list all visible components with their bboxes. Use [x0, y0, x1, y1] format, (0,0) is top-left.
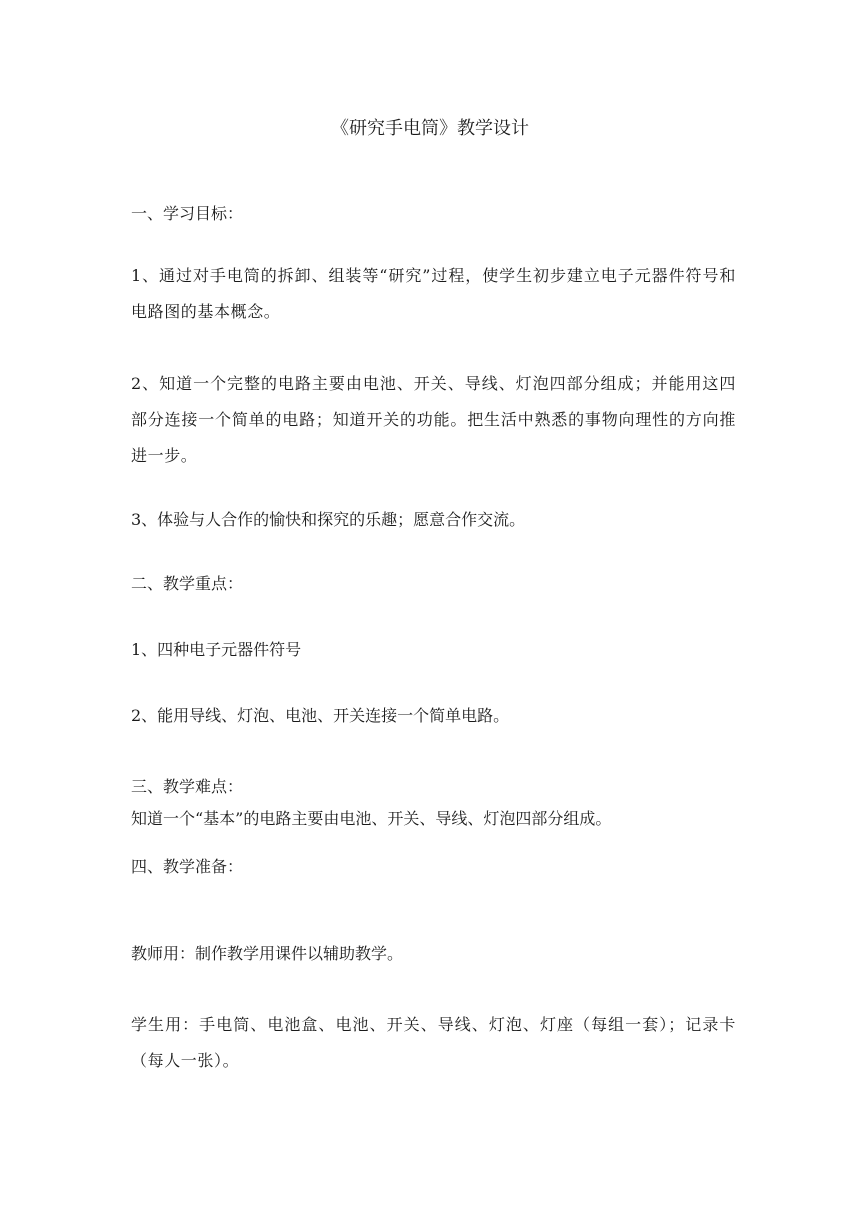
section-heading-objectives: 一、学习目标：	[131, 204, 244, 223]
key-point-item-2: 2、能用导线、灯泡、电池、开关连接一个简单电路。	[131, 706, 510, 725]
section-heading-key-points: 二、教学重点：	[131, 574, 244, 593]
teacher-preparation: 教师用：制作教学用课件以辅助教学。	[131, 944, 404, 963]
document-title: 《研究手电筒》教学设计	[331, 118, 529, 139]
difficulty-text: 知道一个“基本”的电路主要由电池、开关、导线、灯泡四部分组成。	[131, 809, 612, 828]
objective-item-1: 1、通过对手电筒的拆卸、组装等“研究”过程，使学生初步建立电子元器件符号和电路图的基本概念。	[131, 266, 736, 321]
student-preparation: 学生用：手电筒、电池盒、电池、开关、导线、灯泡、灯座（每组一套）；记录卡（每人一张）。	[131, 1015, 736, 1070]
section-heading-difficulties: 三、教学难点：	[131, 777, 244, 796]
key-point-item-1: 1、四种电子元器件符号	[131, 640, 302, 659]
objective-item-3: 3、体验与人合作的愉快和探究的乐趣；愿意合作交流。	[131, 510, 526, 529]
section-heading-preparation: 四、教学准备：	[131, 857, 244, 876]
objective-item-2: 2、知道一个完整的电路主要由电池、开关、导线、灯泡四部分组成；并能用这四部分连接一个简单的电路；知道开关的功能。把生活中熟悉的事物向理性的方向推进一步。	[131, 374, 736, 465]
